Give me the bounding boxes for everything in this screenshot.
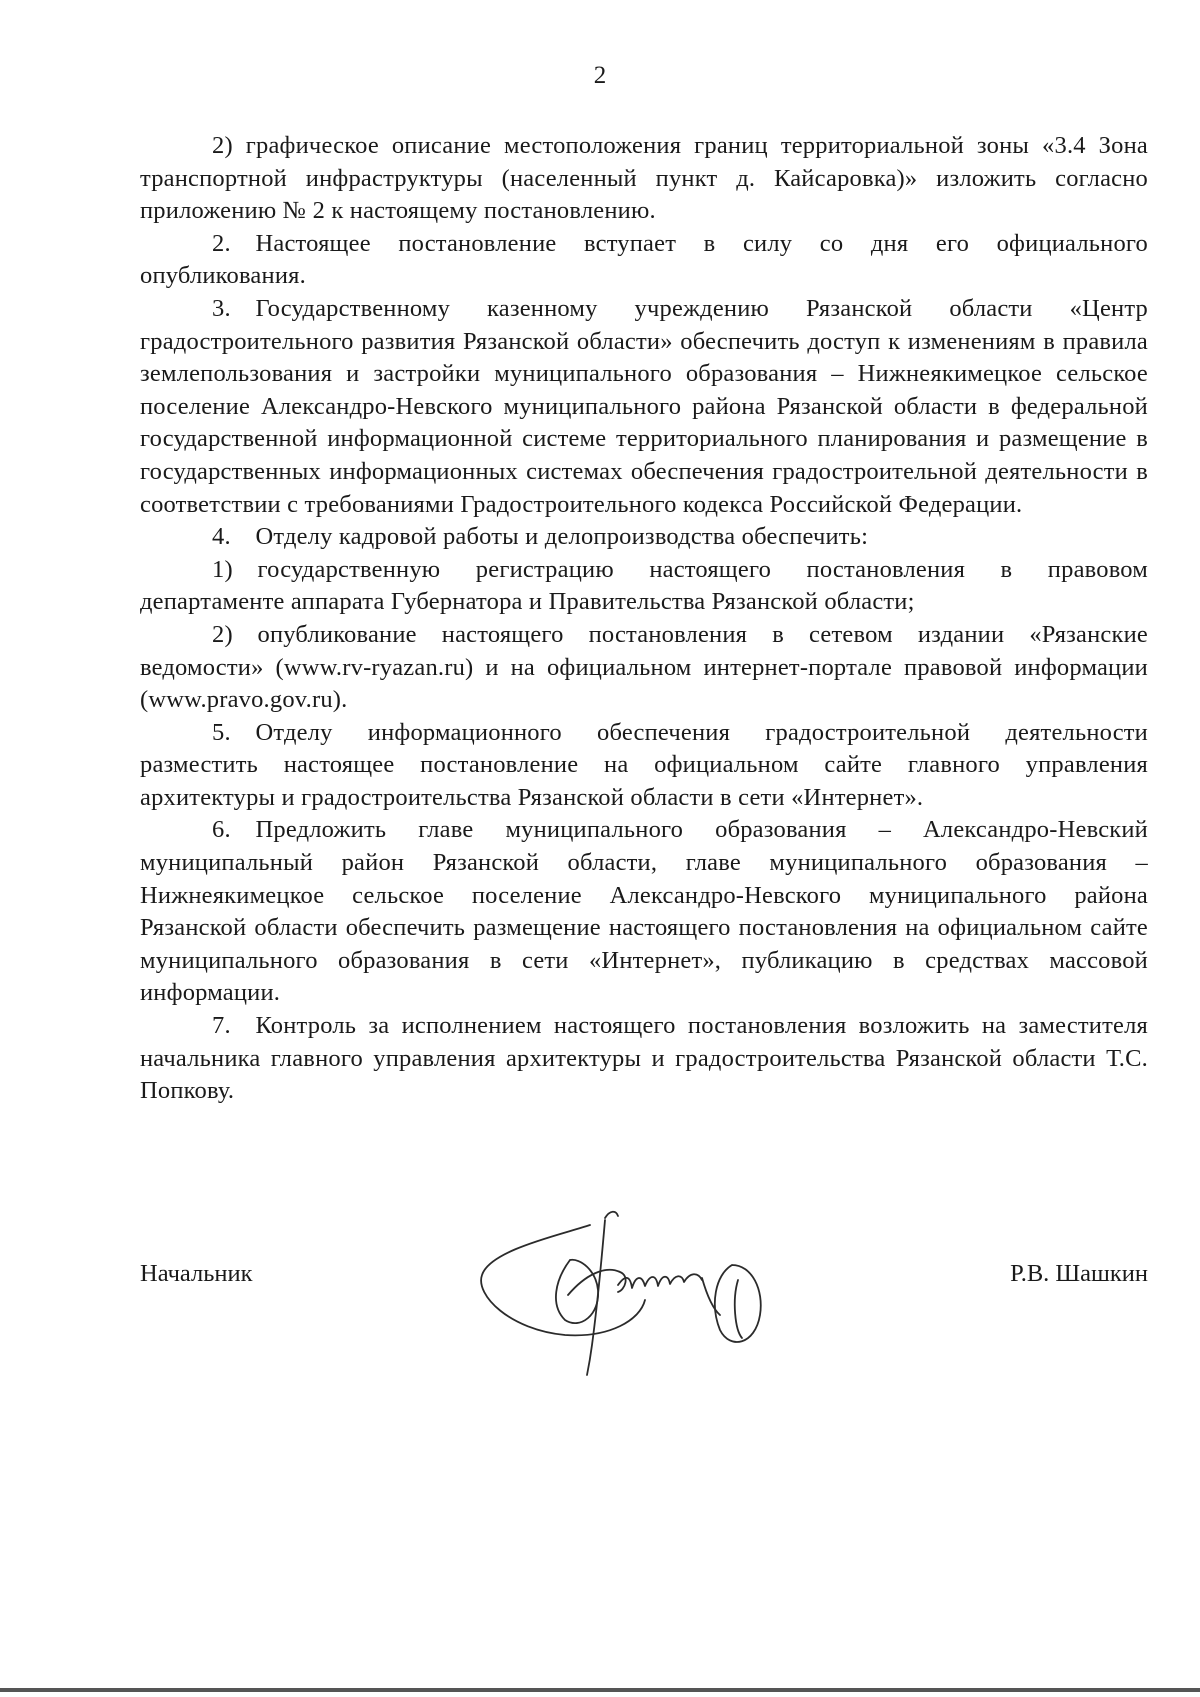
paragraph-item-3: 3. Государственному казенному учреждению Рязанской области «Центр градостроительного развития Рязанской области» обеспечить доступ к изменениям в правила землепользования и застройки муниципального образования – Нижнеякимецкое сельское поселение Александро-Невского муниципального района Рязанской области в федеральной государственной информационной системе территориального планирования и размещение в государственных информационных системах обеспечения градостроительной деятельности в соответствии с требованиями Градостроительного кодекса Российской Федерации. — [140, 294, 1148, 518]
signature-block — [140, 1260, 1148, 1300]
paragraph-item-2: 2. Настоящее постановление вступает в силу со дня его официального опубликования. — [140, 229, 1148, 290]
paragraph-graphic-description: 2) графическое описание местоположения границ территориальной зоны «3.4 Зона транспортной инфраструктуры (населенный пункт д. Кайсаровка)» изложить согласно приложению № 2 к настоящему постановлению. — [140, 132, 1148, 225]
paragraph-item-7: 7. Контроль за исполнением настоящего постановления возложить на заместителя начальника главного управления архитектуры и градостроительства Рязанской области Т.С. Попкову. — [140, 1012, 1148, 1105]
paragraph-item-4-2: 2) опубликование настоящего постановления в сетевом издании «Рязанские ведомости» (www.rv-ryazan.ru) и на официальном интернет-портале правовой информации (www.pravo.gov.ru). — [140, 620, 1148, 714]
document-body — [140, 130, 1148, 1108]
paragraph-item-4: 4. Отделу кадровой работы и делопроизводства обеспечить: — [212, 523, 869, 551]
scan-bottom-edge — [0, 1688, 1200, 1692]
signatory-name: Р.В. Шашкин — [1010, 1260, 1148, 1287]
paragraph-item-5: 5. Отделу информационного обеспечения градостроительной деятельности разместить настоящее постановление на официальном сайте главного управления архитектуры и градостроительства Рязанской области в сети «Интернет». — [140, 718, 1148, 811]
paragraph-item-4-1: 1) государственную регистрацию настоящего постановления в правовом департаменте аппарата Губернатора и Правительства Рязанской области; — [140, 555, 1148, 616]
page-number: 2 — [593, 62, 607, 89]
paragraph-item-6: 6. Предложить главе муниципального образования – Александро-Невский муниципальный район Рязанской области, главе муниципального образования – Нижнеякимецкое сельское поселение Александро-Невского муниципального района Рязанской области обеспечить размещение настоящего постановления на официальном сайте муниципального образования в сети «Интернет», публикацию в средствах массовой информации. — [140, 816, 1148, 1007]
signatory-title: Начальник — [140, 1260, 253, 1287]
